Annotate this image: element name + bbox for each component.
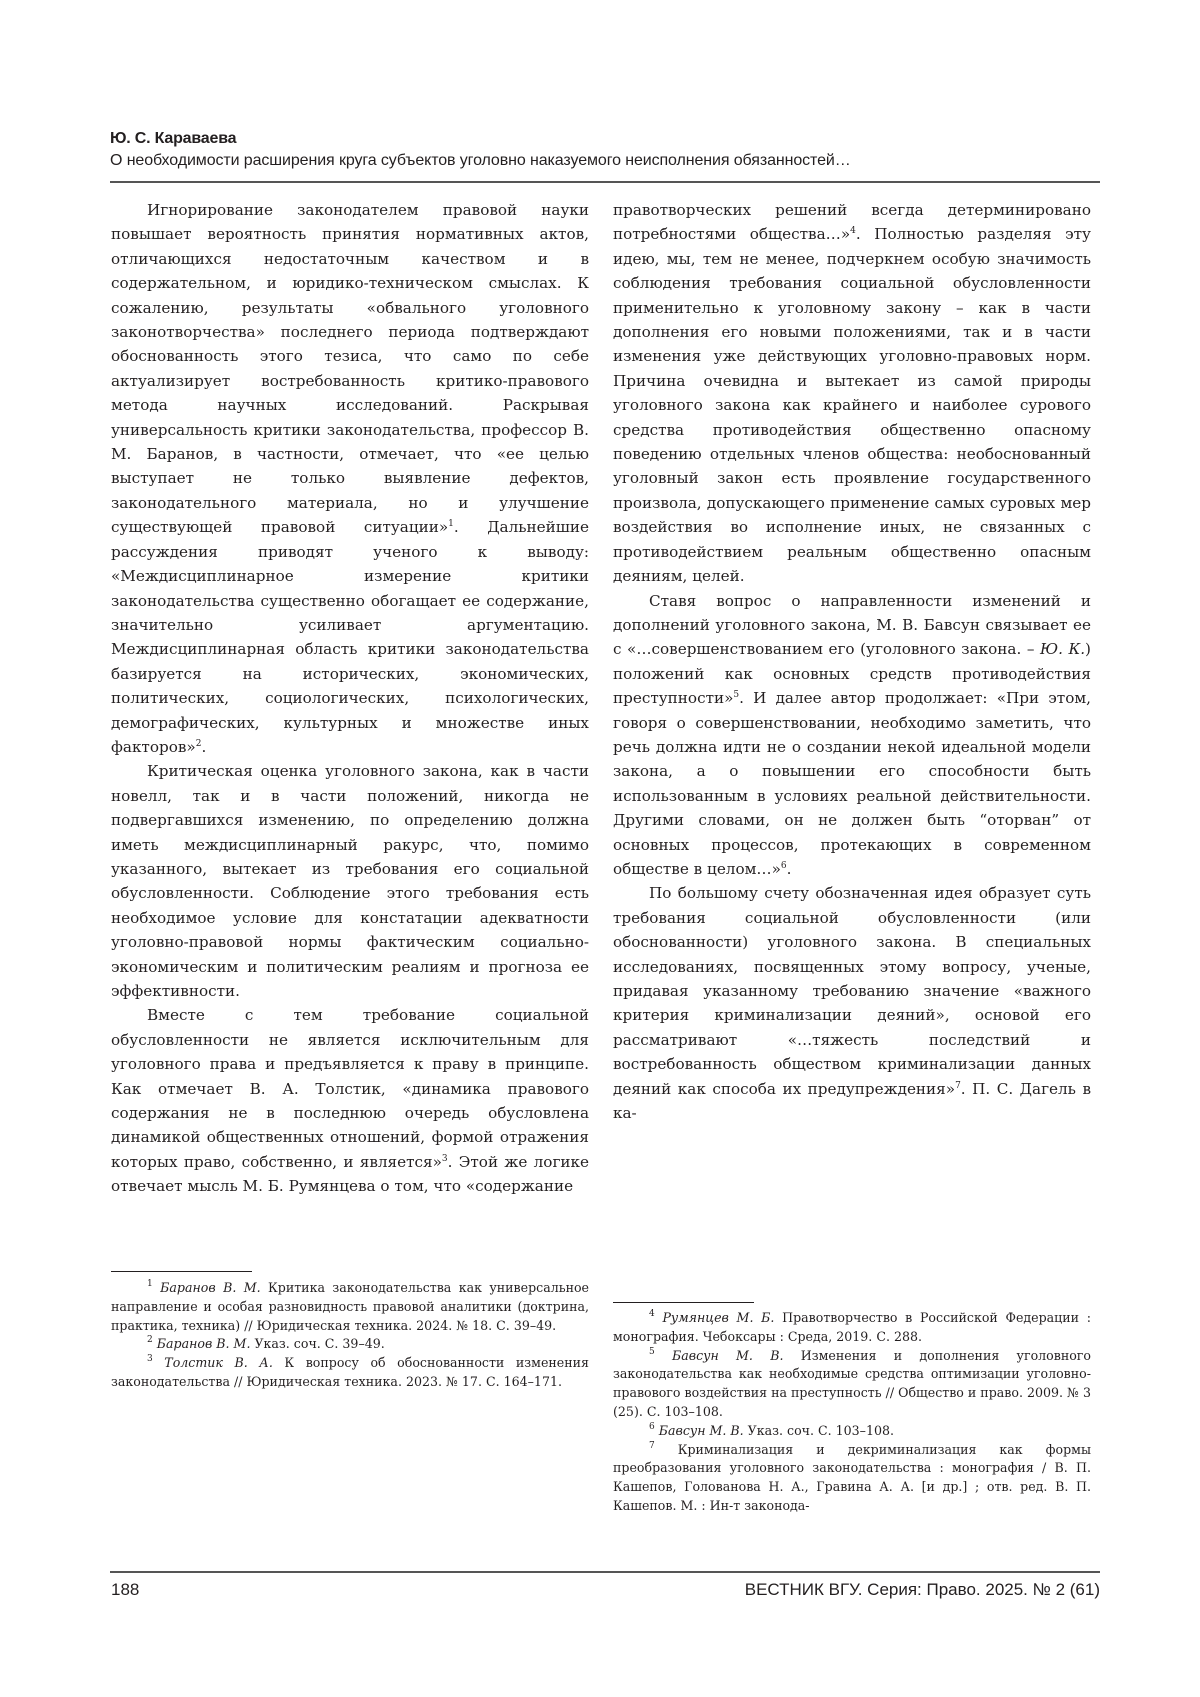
paragraph: Игнорирование законодателем правовой науки повышает вероятность принятия нормативных актов, отличающихся недостаточным качеством и в содержательном, и юридико-техническом смыслах. К сожалению, результаты «обвального уголовного законотворчества» последнего периода подтверждают обоснованность этого тезиса, что само по себе актуализирует востребованность критико-правового метода научных исследований. Раскрывая универсальность критики законодательства, профессор В. М. Баранов, в частности, отмечает, что «ее целью выступает не только выявление дефектов, законодательного материала, но и улучшение существующей правовой ситуации»$^1$. Дальнейшие рассуждения приводят ученого к выводу: «Междисциплинарное измерение критики законодательства существенно обогащает ее содержание, значительно усиливает аргументацию. Междисциплинарная область критики законодательства базируется на исторических, экономических, политических, социологических, психологических, демографических, культурных и множестве иных факторов»$^2$. — [111, 201, 589, 756]
footnote-author: Румянцев М. Б. — [662, 1310, 775, 1325]
paragraph: Ставя вопрос о направленности изменений и дополнений уголовного закона, М. В. Бавсун связывает ее с «…совершенствованием его (уголовного закона. – Ю. К.) положений как основных средств противодействия преступности»$^5$. И далее автор продолжает: «При этом, говоря о совершенствовании, необходимо заметить, что речь должна идти не о создании некой идеальной модели закона, а о повышении его способности быть использованным в условиях реальной действительности. Другими словами, он не должен быть “оторван” от основных процессов, протекающих в современном обществе в целом…»$^6$. — [613, 591, 1091, 878]
footnote-author: Баранов В. М. — [160, 1280, 261, 1295]
running-header — [110, 128, 1100, 172]
footnote: $^2$ Баранов В. М. Указ. соч. С. 39–49. — [147, 1335, 385, 1352]
page-number: 188 — [111, 1580, 140, 1599]
body-column-left — [111, 198, 589, 1199]
body-column-right — [613, 198, 1091, 1125]
footnote-ref[interactable]: 3 — [441, 1153, 448, 1164]
footnote-author: Бавсун М. В. — [658, 1422, 744, 1438]
footnotes-right — [613, 1309, 1091, 1516]
footnote-rule-right — [613, 1302, 754, 1303]
footnote: $^4$ Румянцев М. Б. Правотворчество в Российской Федерации : монография. Чебоксары : Среда, 2019. С. 288. — [613, 1309, 1092, 1344]
footnote: $^3$ Толстик В. А. К вопросу об обоснованности изменения законодательства // Юридическая техника. 2023. № 17. С. 164–171. — [111, 1354, 589, 1389]
footer-rule — [110, 1571, 1100, 1573]
footnotes-left — [111, 1279, 589, 1392]
footnote-ref[interactable]: 2 — [195, 738, 202, 749]
footnote: $^5$ Бавсун М. В. Изменения и дополнения уголовного законодательства как необходимые средства оптимизации уголовно-правового воздействия на преступность // Общество и право. 2009. № 3 (25). С. 103–108. — [613, 1346, 1091, 1419]
footnote-ref[interactable]: 6 — [780, 860, 787, 871]
footnote-author: Толстик В. А. — [164, 1355, 273, 1371]
footnote-author: Бавсун М. В. — [672, 1347, 784, 1363]
header-rule — [110, 181, 1100, 183]
footnote-ref[interactable]: 4 — [850, 226, 856, 237]
footnote-ref[interactable]: 5 — [733, 690, 740, 701]
footnote-author: Баранов В. М. — [156, 1336, 251, 1352]
footnote: $^6$ Бавсун М. В. Указ. соч. С. 103–108. — [649, 1421, 895, 1438]
header-author: Ю. С. Караваева — [110, 130, 237, 147]
footnote-ref[interactable]: 1 — [448, 519, 454, 530]
footnote-rule-left — [111, 1271, 252, 1272]
footnote: $^7$ Криминализация и декриминализация как формы преобразования уголовного законодательства : монография / В. П. Кашепов, Голованова Н. А., Гравина А. А. [и др.] ; отв. ред. В. П. Кашепов. М. : Ин-т законода- — [613, 1440, 1091, 1513]
paragraph: Критическая оценка уголовного закона, как в части новелл, так и в части положений, никогда не подвергавшихся изменению, по определению должна иметь междисциплинарный ракурс, что, помимо указанного, вытекает из требования его социальной обусловленности. Соблюдение этого требования есть необходимое условие для констатации адекватности уголовно-правовой нормы фактическим социально-экономическим и политическим реалиям и прогноза ее эффективности. — [111, 762, 589, 1000]
footnote-ref[interactable]: 7 — [955, 1080, 961, 1091]
header-article-title: О необходимости расширения круга субъектов уголовно наказуемого неисполнения обязанностей… — [110, 152, 851, 169]
footnote: $^1$ Баранов В. М. Критика законодательства как универсальное направление и особая разновидность правовой аналитики (доктрина, практика, техника) // Юридическая техника. 2024. № 18. С. 39–49. — [111, 1279, 589, 1333]
paragraph: Вместе с тем требование социальной обусловленности не является исключительным для уголовного права и предъявляется к праву в принципе. Как отмечает В. А. Толстик, «динамика правового содержания не в последнюю очередь обусловлена динамикой общественных отношений, формой отражения которых право, собственно, и является»$^3$. Этой же логике отвечает мысль М. Б. Румянцева о том, что «содержание — [111, 1006, 589, 1196]
paragraph-continuation: правотворческих решений всегда детерминировано потребностями общества…»$^4$. Полностью разделяя эту идею, мы, тем не менее, подчеркнем особую значимость соблюдения требования социальной обусловленности применительно к уголовному закону – как в части дополнения его новыми положениями, так и в части изменения уже действующих уголовно-правовых норм. Причина очевидна и вытекает из самой природы уголовного закона как крайнего и наиболее сурового средства противодействия общественно опасному поведению отдельных членов общества: необоснованный уголовный закон есть проявление государственного произвола, допускающего применение самых суровых мер воздействия во исполнение иных, не связанных с противодействием реальным общественно опасным деяниям, целей. — [613, 201, 1091, 586]
journal-name: ВЕСТНИК ВГУ. Серия: Право. 2025. № 2 (61) — [744, 1580, 1100, 1599]
paragraph: По большому счету обозначенная идея образует суть требования социальной обусловленности (или обоснованности) уголовного закона. В специальных исследованиях, посвященных этому вопросу, ученые, придавая указанному требованию значение «важного критерия криминализации деяний», основой его рассматривают «…тяжесть последствий и востребованность обществом криминализации данных деяний как способа их предупреждения»$^7$. П. С. Дагель в ка- — [613, 884, 1091, 1123]
